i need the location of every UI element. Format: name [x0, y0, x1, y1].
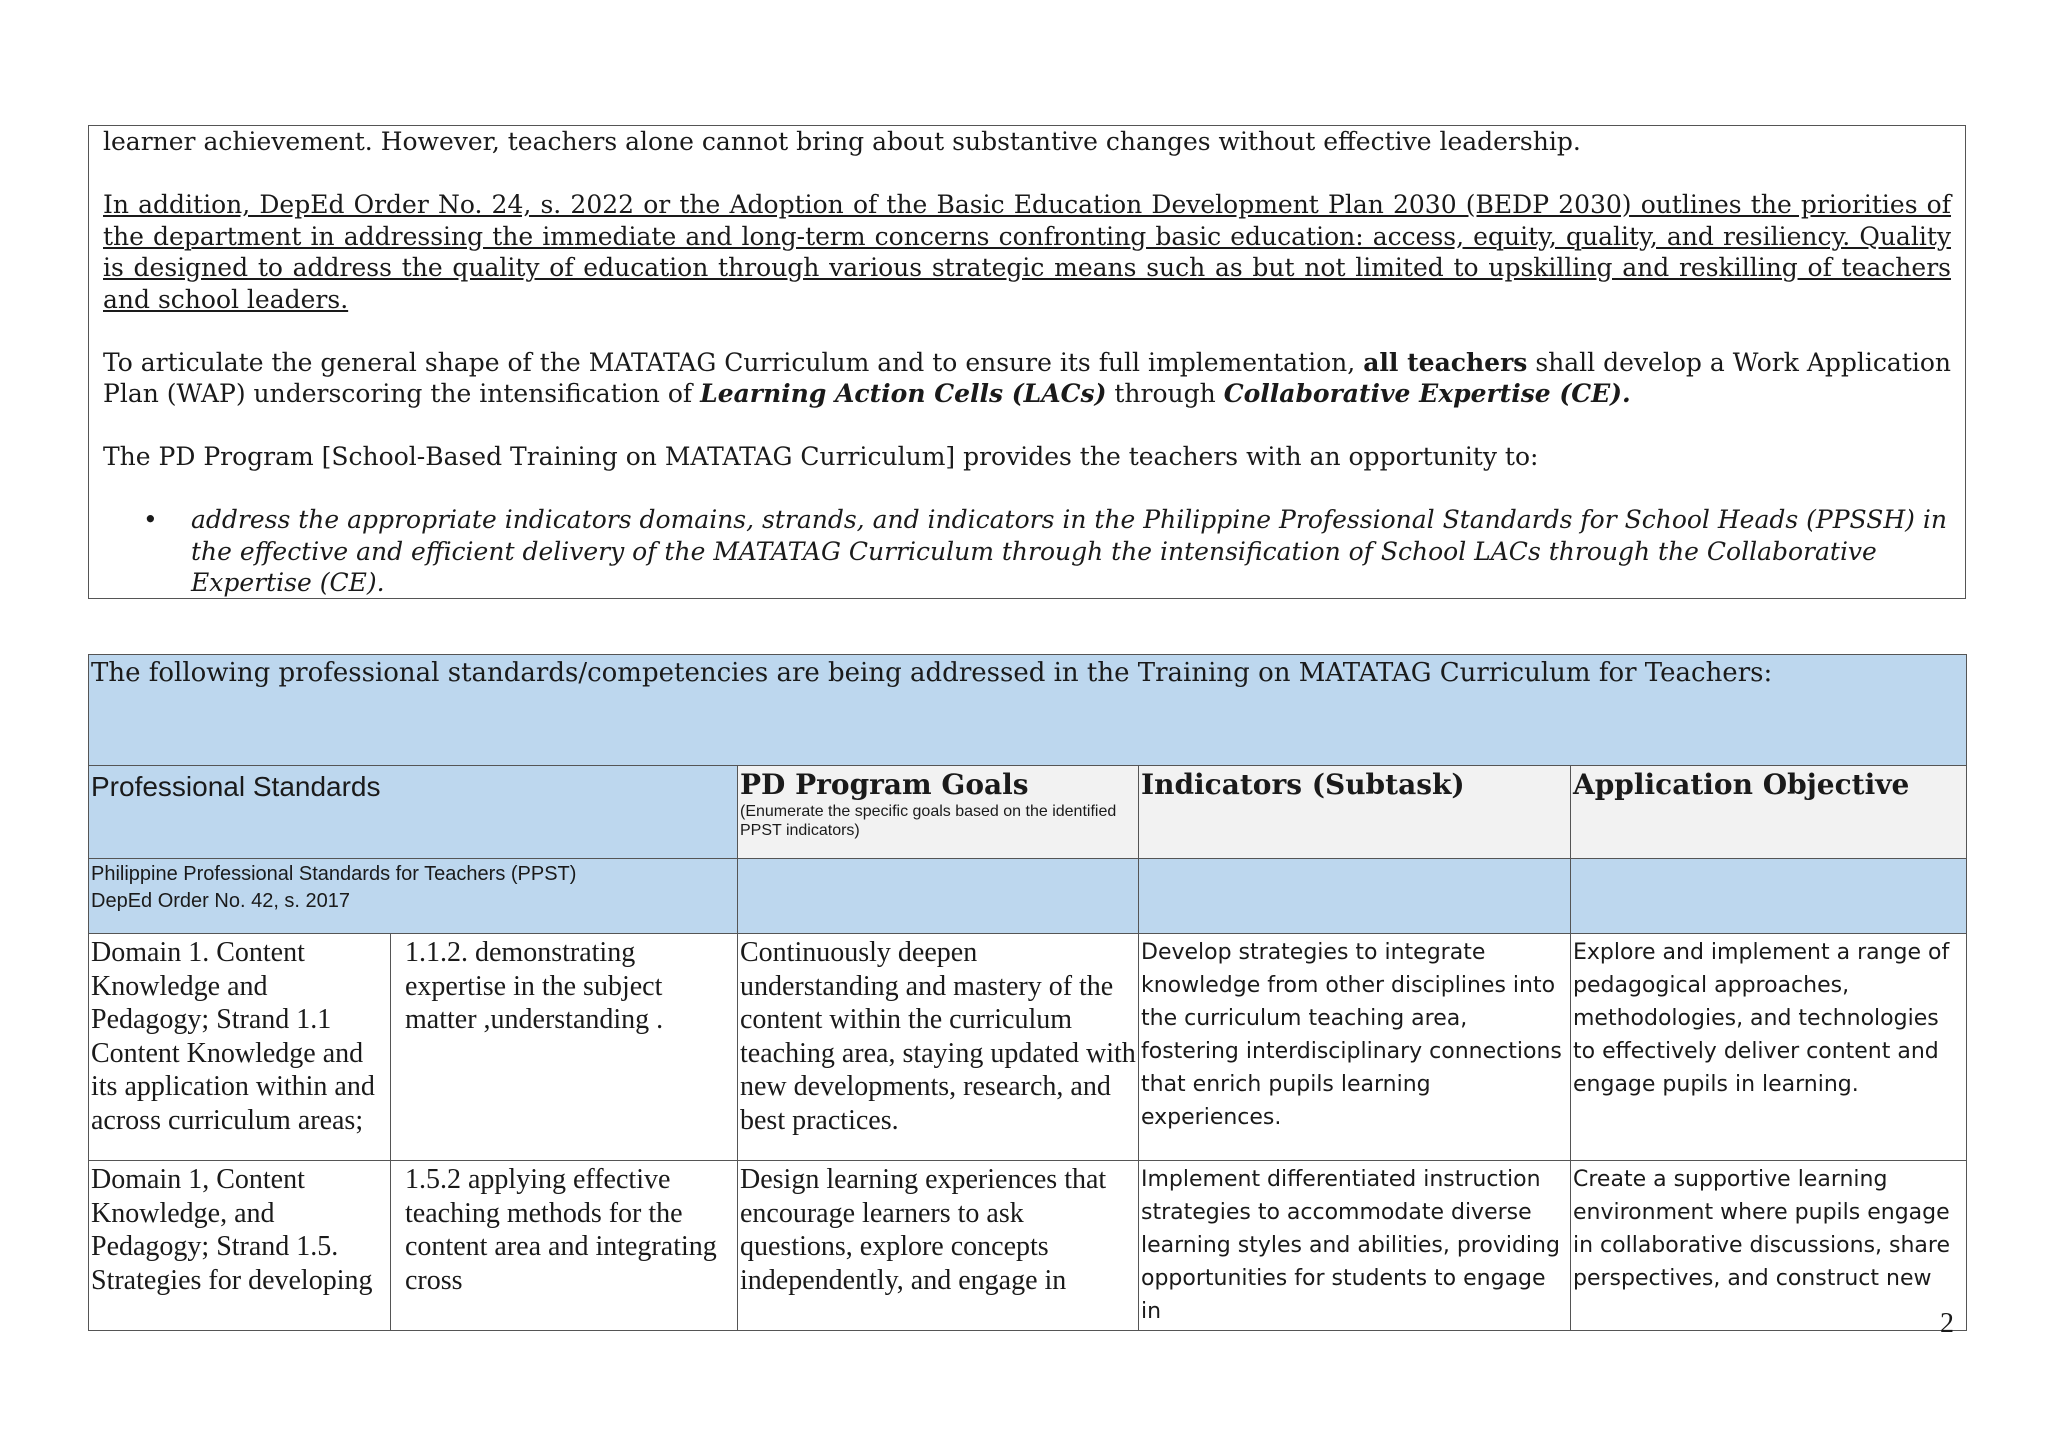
objective-cell: Create a supportive learning environment where pupils engage in collaborative discussions, share perspectives, and construct new	[1571, 1161, 1967, 1331]
header-indicators: Indicators (Subtask)	[1139, 766, 1571, 859]
indicator-cell: 1.1.2. demonstrating expertise in the subject matter ,understanding .	[391, 934, 738, 1161]
paragraph-wap: To articulate the general shape of the MATATAG Curriculum and to ensure its full implementation, all teachers shall develop a Work Application Plan (WAP) underscoring the intensification of Learning Action Cells (LACs) through Collaborative Expertise (CE).	[103, 347, 1951, 408]
table-intro-row	[89, 655, 1967, 766]
standards-table	[88, 654, 1967, 1331]
bullet-icon: •	[143, 505, 158, 534]
paragraph-leadership: learner achievement. However, teachers alone cannot bring about substantive changes without effective leadership.	[103, 127, 1581, 156]
table-row	[89, 934, 1967, 1161]
page-number: 2	[1940, 1308, 1954, 1339]
list-item: • address the appropriate indicators domains, strands, and indicators in the Philippine Professional Standards for School Heads (PPSSH) in the effective and efficient delivery of the MATATAG Curriculum through the intensification of School LACs through the Collaborative Expertise (CE).	[143, 505, 1947, 597]
opportunity-list	[103, 504, 1951, 599]
indicator-cell: 1.5.2 applying effective teaching methods for the content area and integrating cross	[391, 1161, 738, 1331]
header-application-objective: Application Objective	[1571, 766, 1967, 859]
subtask-cell: Implement differentiated instruction strategies to accommodate diverse learning styles and abilities, providing opportunities for students to engage in	[1139, 1161, 1571, 1331]
table-header-row	[89, 766, 1967, 859]
header-pd-goals: PD Program Goals (Enumerate the specific goals based on the identified PPST indicators)	[738, 766, 1139, 859]
goal-cell: Design learning experiences that encourage learners to ask questions, explore concepts independently, and engage in	[738, 1161, 1139, 1331]
goal-cell: Continuously deepen understanding and mastery of the content within the curriculum teaching area, staying updated with new developments, research, and best practices.	[738, 934, 1139, 1161]
objective-cell: Explore and implement a range of pedagogical approaches, methodologies, and technologies to effectively deliver content and engage pupils in learning.	[1571, 934, 1967, 1161]
paragraph-bedp: In addition, DepEd Order No. 24, s. 2022 or the Adoption of the Basic Education Development Plan 2030 (BEDP 2030) outlines the priorities of the department in addressing the immediate and long-term concerns confronting basic education: access, equity, quality, and resiliency. Quality is designed to address the quality of education through various strategic means such as but not limited to upskilling and reskilling of teachers and school leaders.	[103, 190, 1951, 314]
intro-text-box	[88, 125, 1966, 599]
table-row	[89, 1161, 1967, 1331]
header-pd-goals-note: (Enumerate the specific goals based on the identified PPST indicators)	[740, 803, 1117, 839]
domain-cell: Domain 1. Content Knowledge and Pedagogy; Strand 1.1 Content Knowledge and its application within and across curriculum areas;	[89, 934, 391, 1161]
ppst-label: Philippine Professional Standards for Teachers (PPST) DepEd Order No. 42, s. 2017	[89, 859, 738, 934]
table-intro: The following professional standards/competencies are being addressed in the Training on MATATAG Curriculum for Teachers:	[89, 655, 1967, 766]
header-professional-standards: Professional Standards	[89, 766, 738, 859]
domain-cell: Domain 1, Content Knowledge, and Pedagogy; Strand 1.5. Strategies for developing	[89, 1161, 391, 1331]
subtask-cell: Develop strategies to integrate knowledge from other disciplines into the curriculum teaching area, fostering interdisciplinary connections that enrich pupils learning experiences.	[1139, 934, 1571, 1161]
ppst-row	[89, 859, 1967, 934]
paragraph-pd-program: The PD Program [School-Based Training on MATATAG Curriculum] provides the teachers with an opportunity to:	[103, 442, 1539, 471]
